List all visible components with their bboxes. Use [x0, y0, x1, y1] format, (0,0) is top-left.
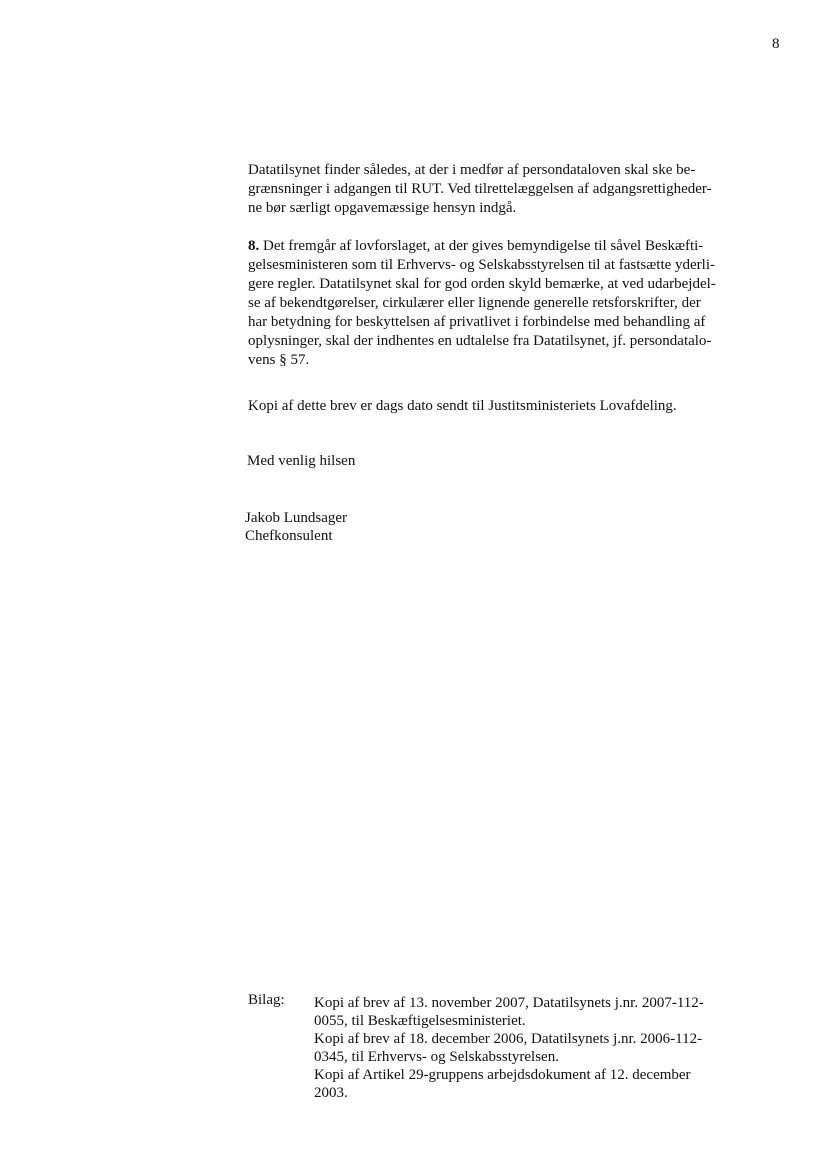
text-line	[248, 237, 788, 256]
text-line: 0345, til Erhvervs- og Selskabsstyrelsen.	[314, 1049, 559, 1065]
text-line: oplysninger, skal der indhentes en udtalelse fra Datatilsynet, jf. persondatalo-	[248, 333, 712, 349]
closing-greeting: Med venlig hilsen	[247, 453, 356, 469]
text-line: Kopi af brev af 18. december 2006, Datatilsynets j.nr. 2006-112-	[314, 1031, 703, 1047]
text-line: har betydning for beskyttelsen af privatlivet i forbindelse med behandling af	[248, 314, 706, 330]
attachment-item	[314, 1030, 774, 1066]
text-line: se af bekendtgørelser, cirkulærer eller lignende generelle retsforskrifter, der	[248, 295, 701, 311]
text-line: ne bør særligt opgavemæssige hensyn indgå.	[248, 200, 517, 216]
text-line: vens § 57.	[248, 352, 310, 368]
attachments-label: Bilag:	[248, 992, 285, 1008]
paragraph-8-regulations	[248, 237, 788, 370]
text-line: grænsninger i adgangen til RUT. Ved tilrettelæggelsen af adgangsrettigheder-	[248, 181, 712, 197]
text-line: gere regler. Datatilsynet skal for god orden skyld bemærke, at ved udarbejdel-	[248, 276, 716, 292]
text-line: 0055, til Beskæftigelsesministeriet.	[314, 1013, 526, 1029]
paragraph-copy-notice: Kopi af dette brev er dags dato sendt til Justitsministeriets Lovafdeling.	[248, 398, 677, 414]
attachment-item	[314, 994, 774, 1030]
text-line: 2003.	[314, 1085, 348, 1101]
text-line: Kopi af brev af 13. november 2007, Datatilsynets j.nr. 2007-112-	[314, 995, 704, 1011]
page-number: 8	[772, 36, 780, 52]
text-line: Datatilsynet finder således, at der i medfør af persondataloven skal ske be-	[248, 162, 696, 178]
paragraph-datatilsynet-finding	[248, 161, 788, 218]
text-line: Kopi af Artikel 29-gruppens arbejdsdokument af 12. december	[314, 1067, 691, 1083]
signer-title: Chefkonsulent	[245, 528, 333, 544]
attachments-list	[314, 994, 774, 1102]
attachment-item	[314, 1066, 774, 1102]
signer-name: Jakob Lundsager	[245, 510, 348, 526]
paragraph-number: 8.	[248, 238, 260, 254]
text-fragment: Det fremgår af lovforslaget, at der gives bemyndigelse til såvel Beskæfti-	[259, 238, 704, 254]
text-line: gelsesministeren som til Erhvervs- og Selskabsstyrelsen til at fastsætte yderli-	[248, 257, 715, 273]
